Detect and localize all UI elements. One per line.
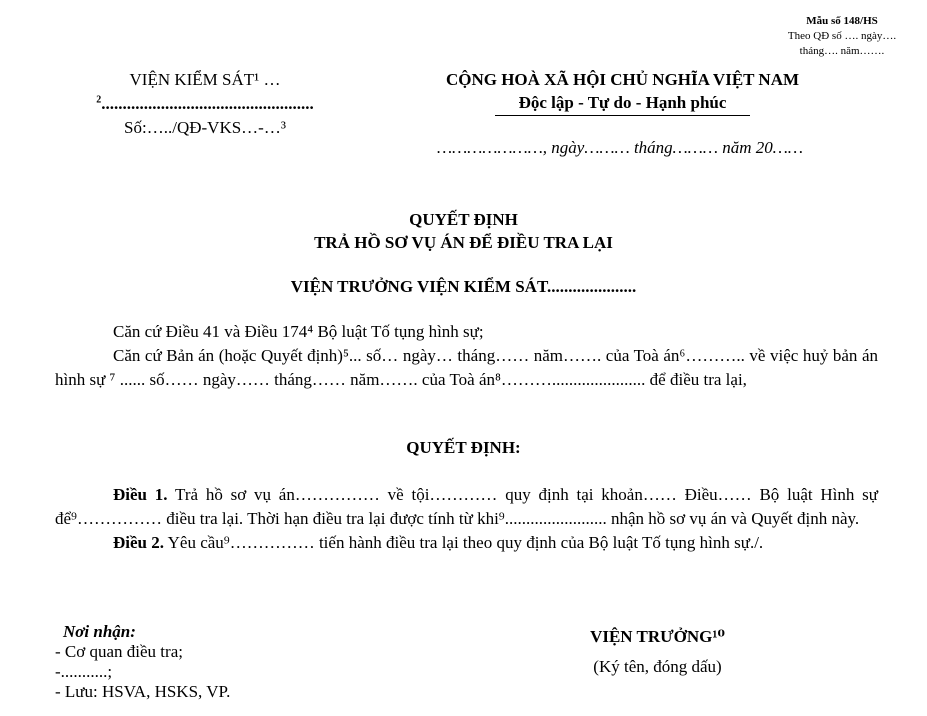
- decision-number: Số:…../QĐ-VKS…-…³: [124, 118, 286, 137]
- nation-title: CỘNG HOÀ XÃ HỘI CHỦ NGHĨA VIỆT NAM: [445, 70, 800, 89]
- article-1: [55, 483, 878, 531]
- agency-sub-ref: 2: [96, 94, 102, 106]
- article-1-text: Trả hồ sơ vụ án…………… về tội………… quy định tại khoản…… Điều…… Bộ luật Hình sự để⁹…………… điều tra lại. Thời hạn điều tra lại được tính từ khi⁹........................ nhận hồ sơ vụ án và Quyết định này.: [55, 485, 879, 528]
- basis-section: [55, 320, 878, 392]
- agency-sub-unit: [60, 92, 350, 116]
- signature-note: (Ký tên, đóng dấu): [593, 657, 722, 676]
- article-2: [55, 531, 878, 555]
- decision-subtitle: TRẢ HỒ SƠ VỤ ÁN ĐỂ ĐIỀU TRA LẠI: [314, 233, 613, 252]
- decision-authority: [0, 277, 927, 297]
- agency-name: VIỆN KIỂM SÁT¹ …: [129, 70, 281, 89]
- recipient-item: -...........;: [55, 662, 113, 681]
- decision-authority-text: VIỆN TRƯỞNG VIỆN KIỂM SÁT.....................: [290, 277, 637, 296]
- basis-line-1: Căn cứ Điều 41 và Điều 174⁴ Bộ luật Tố tụng hình sự;: [113, 322, 484, 341]
- basis-line-2: Căn cứ Bản án (hoặc Quyết định)⁵... số… ngày… tháng…… năm……. của Toà án⁶……….. về việc huỷ bản án hình sự ⁷ ...... số…… ngày…… tháng…… năm……. của Toà án⁸………...................... để điều tra lại,: [55, 346, 878, 389]
- decision-heading: QUYẾT ĐỊNH:: [406, 438, 521, 457]
- motto-underline: [495, 115, 750, 116]
- nation-motto: Độc lập - Tự do - Hạnh phúc: [518, 93, 727, 112]
- article-2-label: Điều 2.: [113, 533, 164, 552]
- recipient-item: - Lưu: HSVA, HSKS, VP.: [55, 682, 231, 701]
- signature-block: [540, 622, 775, 682]
- decision-title: QUYẾT ĐỊNH: [409, 210, 518, 229]
- agency-header: [60, 68, 350, 140]
- article-1-label: Điều 1.: [113, 485, 168, 504]
- recipient-item: - Cơ quan điều tra;: [55, 642, 183, 661]
- agency-sub-dots: ..................................................: [101, 94, 314, 113]
- form-code-line2: Theo QĐ số …. ngày….: [787, 30, 897, 42]
- place-date-line: …………………, ngày……… tháng……… năm 20……: [437, 138, 804, 157]
- form-code-block: [757, 14, 927, 59]
- article-2-text: Yêu cầu⁹…………… tiến hành điều tra lại theo quy định của Bộ luật Tố tụng hình sự./.: [164, 533, 764, 552]
- signature-title: VIỆN TRƯỞNG¹⁰: [590, 627, 725, 646]
- decision-title-block: [0, 208, 927, 254]
- recipients-block: [55, 622, 230, 702]
- form-code-label: Mẫu số 148/HS: [806, 15, 878, 27]
- nation-header: [400, 68, 845, 116]
- form-code-line3: tháng…. năm…….: [799, 45, 885, 57]
- recipients-title: Nơi nhận:: [63, 622, 136, 641]
- articles-section: [55, 483, 878, 555]
